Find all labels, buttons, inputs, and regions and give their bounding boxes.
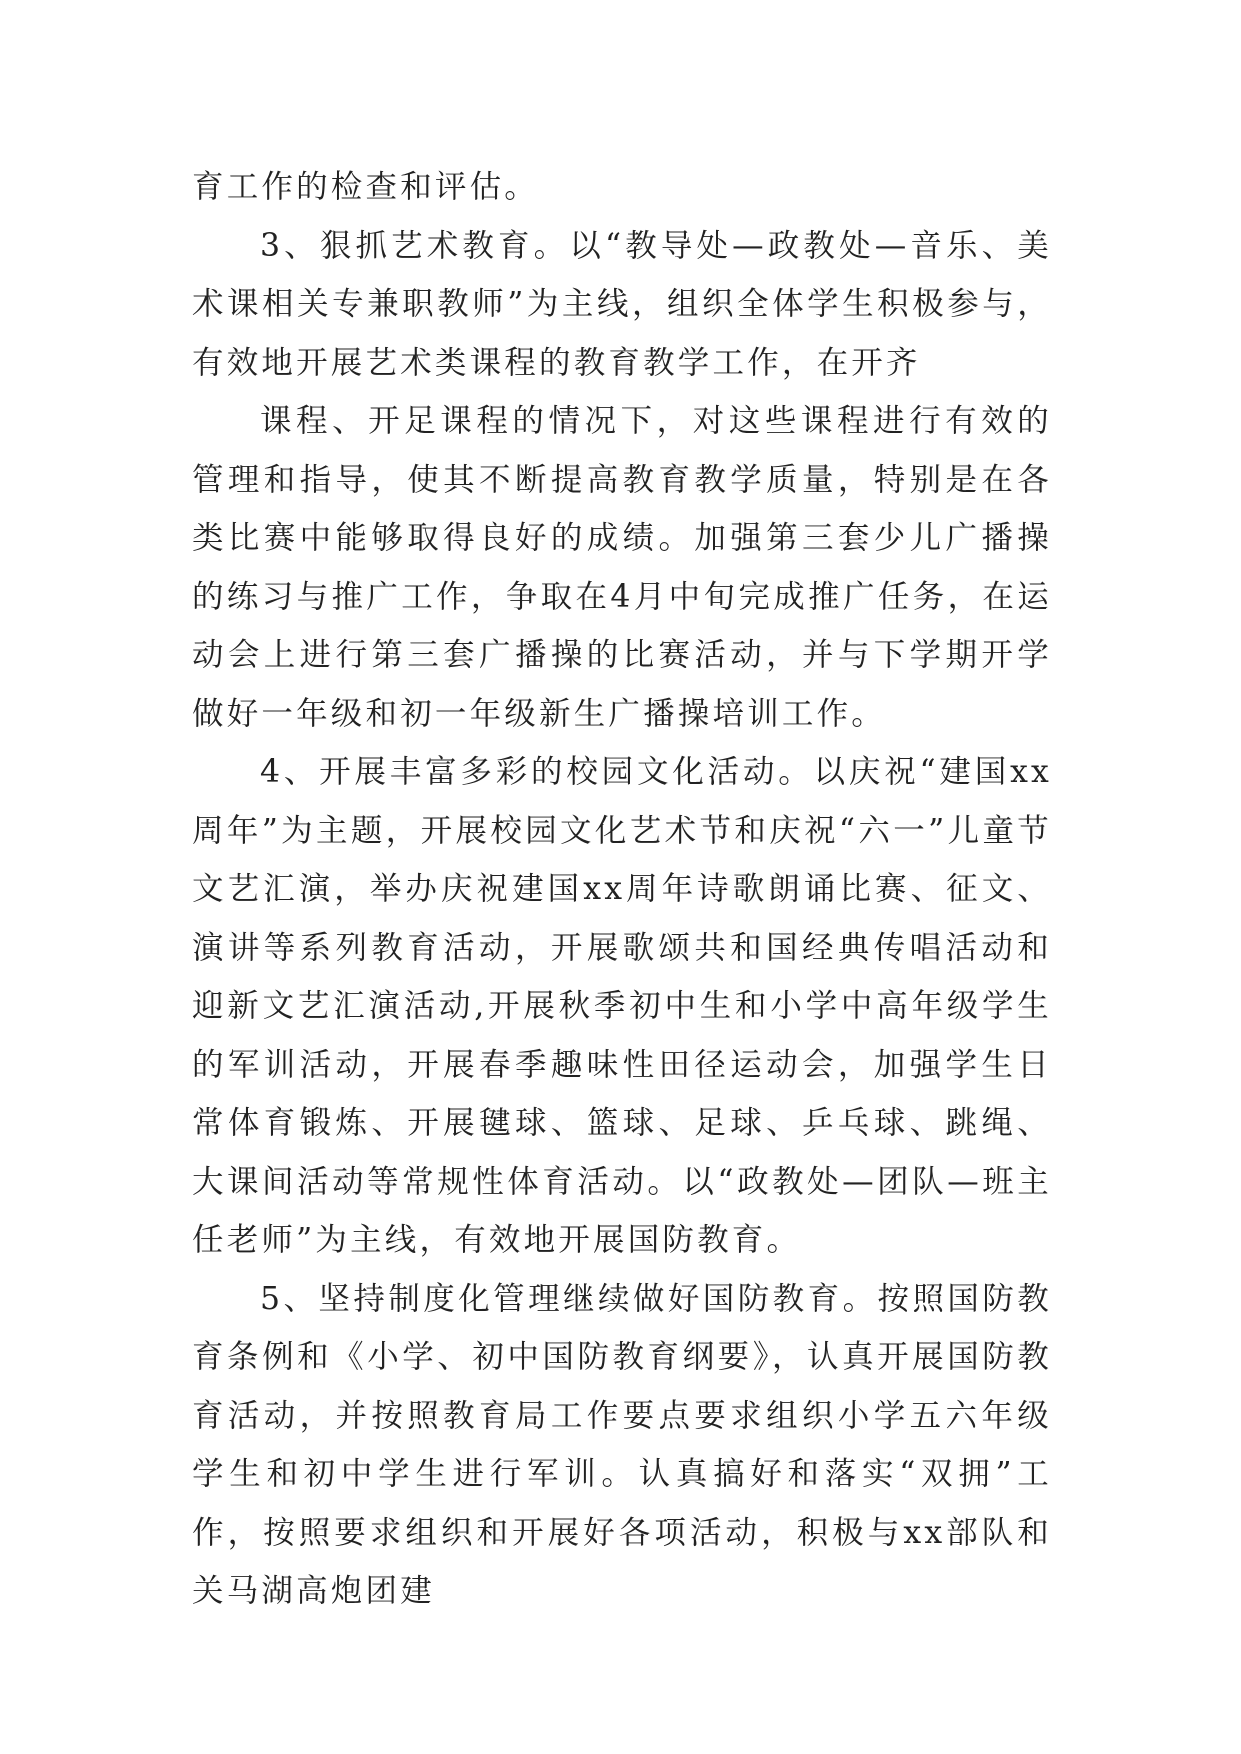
paragraph-3: 课程、开足课程的情况下，对这些课程进行有效的管理和指导，使其不断提高教育教学质量，特别是在各类比赛中能够取得良好的成绩。加强第三套少儿广播操的练习与推广工作，争取在4月中旬完成推广任务，在运动会上进行第三套广播操的比赛活动，并与下学期开学做好一年级和初一年级新生广播操培训工作。 [192, 403, 1052, 732]
document-body [192, 158, 1052, 1621]
paragraph-2: 3、狠抓艺术教育。以“教导处—政教处—音乐、美术课相关专兼职教师”为主线，组织全体学生积极参与，有效地开展艺术类课程的教育教学工作，在开齐 [192, 227, 1052, 381]
paragraph-5: 5、坚持制度化管理继续做好国防教育。按照国防教育条例和《小学、初中国防教育纲要》，认真开展国防教育活动，并按照教育局工作要点要求组织小学五六年级学生和初中学生进行军训。认真搞好和落实“双拥”工作，按照要求组织和开展好各项活动，积极与xx部队和关马湖高炮团建 [192, 1280, 1052, 1609]
paragraph-4: 4、开展丰富多彩的校园文化活动。以庆祝“建国xx周年”为主题，开展校园文化艺术节和庆祝“六一”儿童节文艺汇演，举办庆祝建国xx周年诗歌朗诵比赛、征文、演讲等系列教育活动，开展歌颂共和国经典传唱活动和迎新文艺汇演活动,开展秋季初中生和小学中高年级学生的军训活动，开展春季趣味性田径运动会，加强学生日常体育锻炼、开展毽球、篮球、足球、乒乓球、跳绳、大课间活动等常规性体育活动。以“政教处—团队—班主任老师”为主线，有效地开展国防教育。 [192, 754, 1052, 1258]
paragraph-1: 育工作的检查和评估。 [192, 169, 540, 205]
